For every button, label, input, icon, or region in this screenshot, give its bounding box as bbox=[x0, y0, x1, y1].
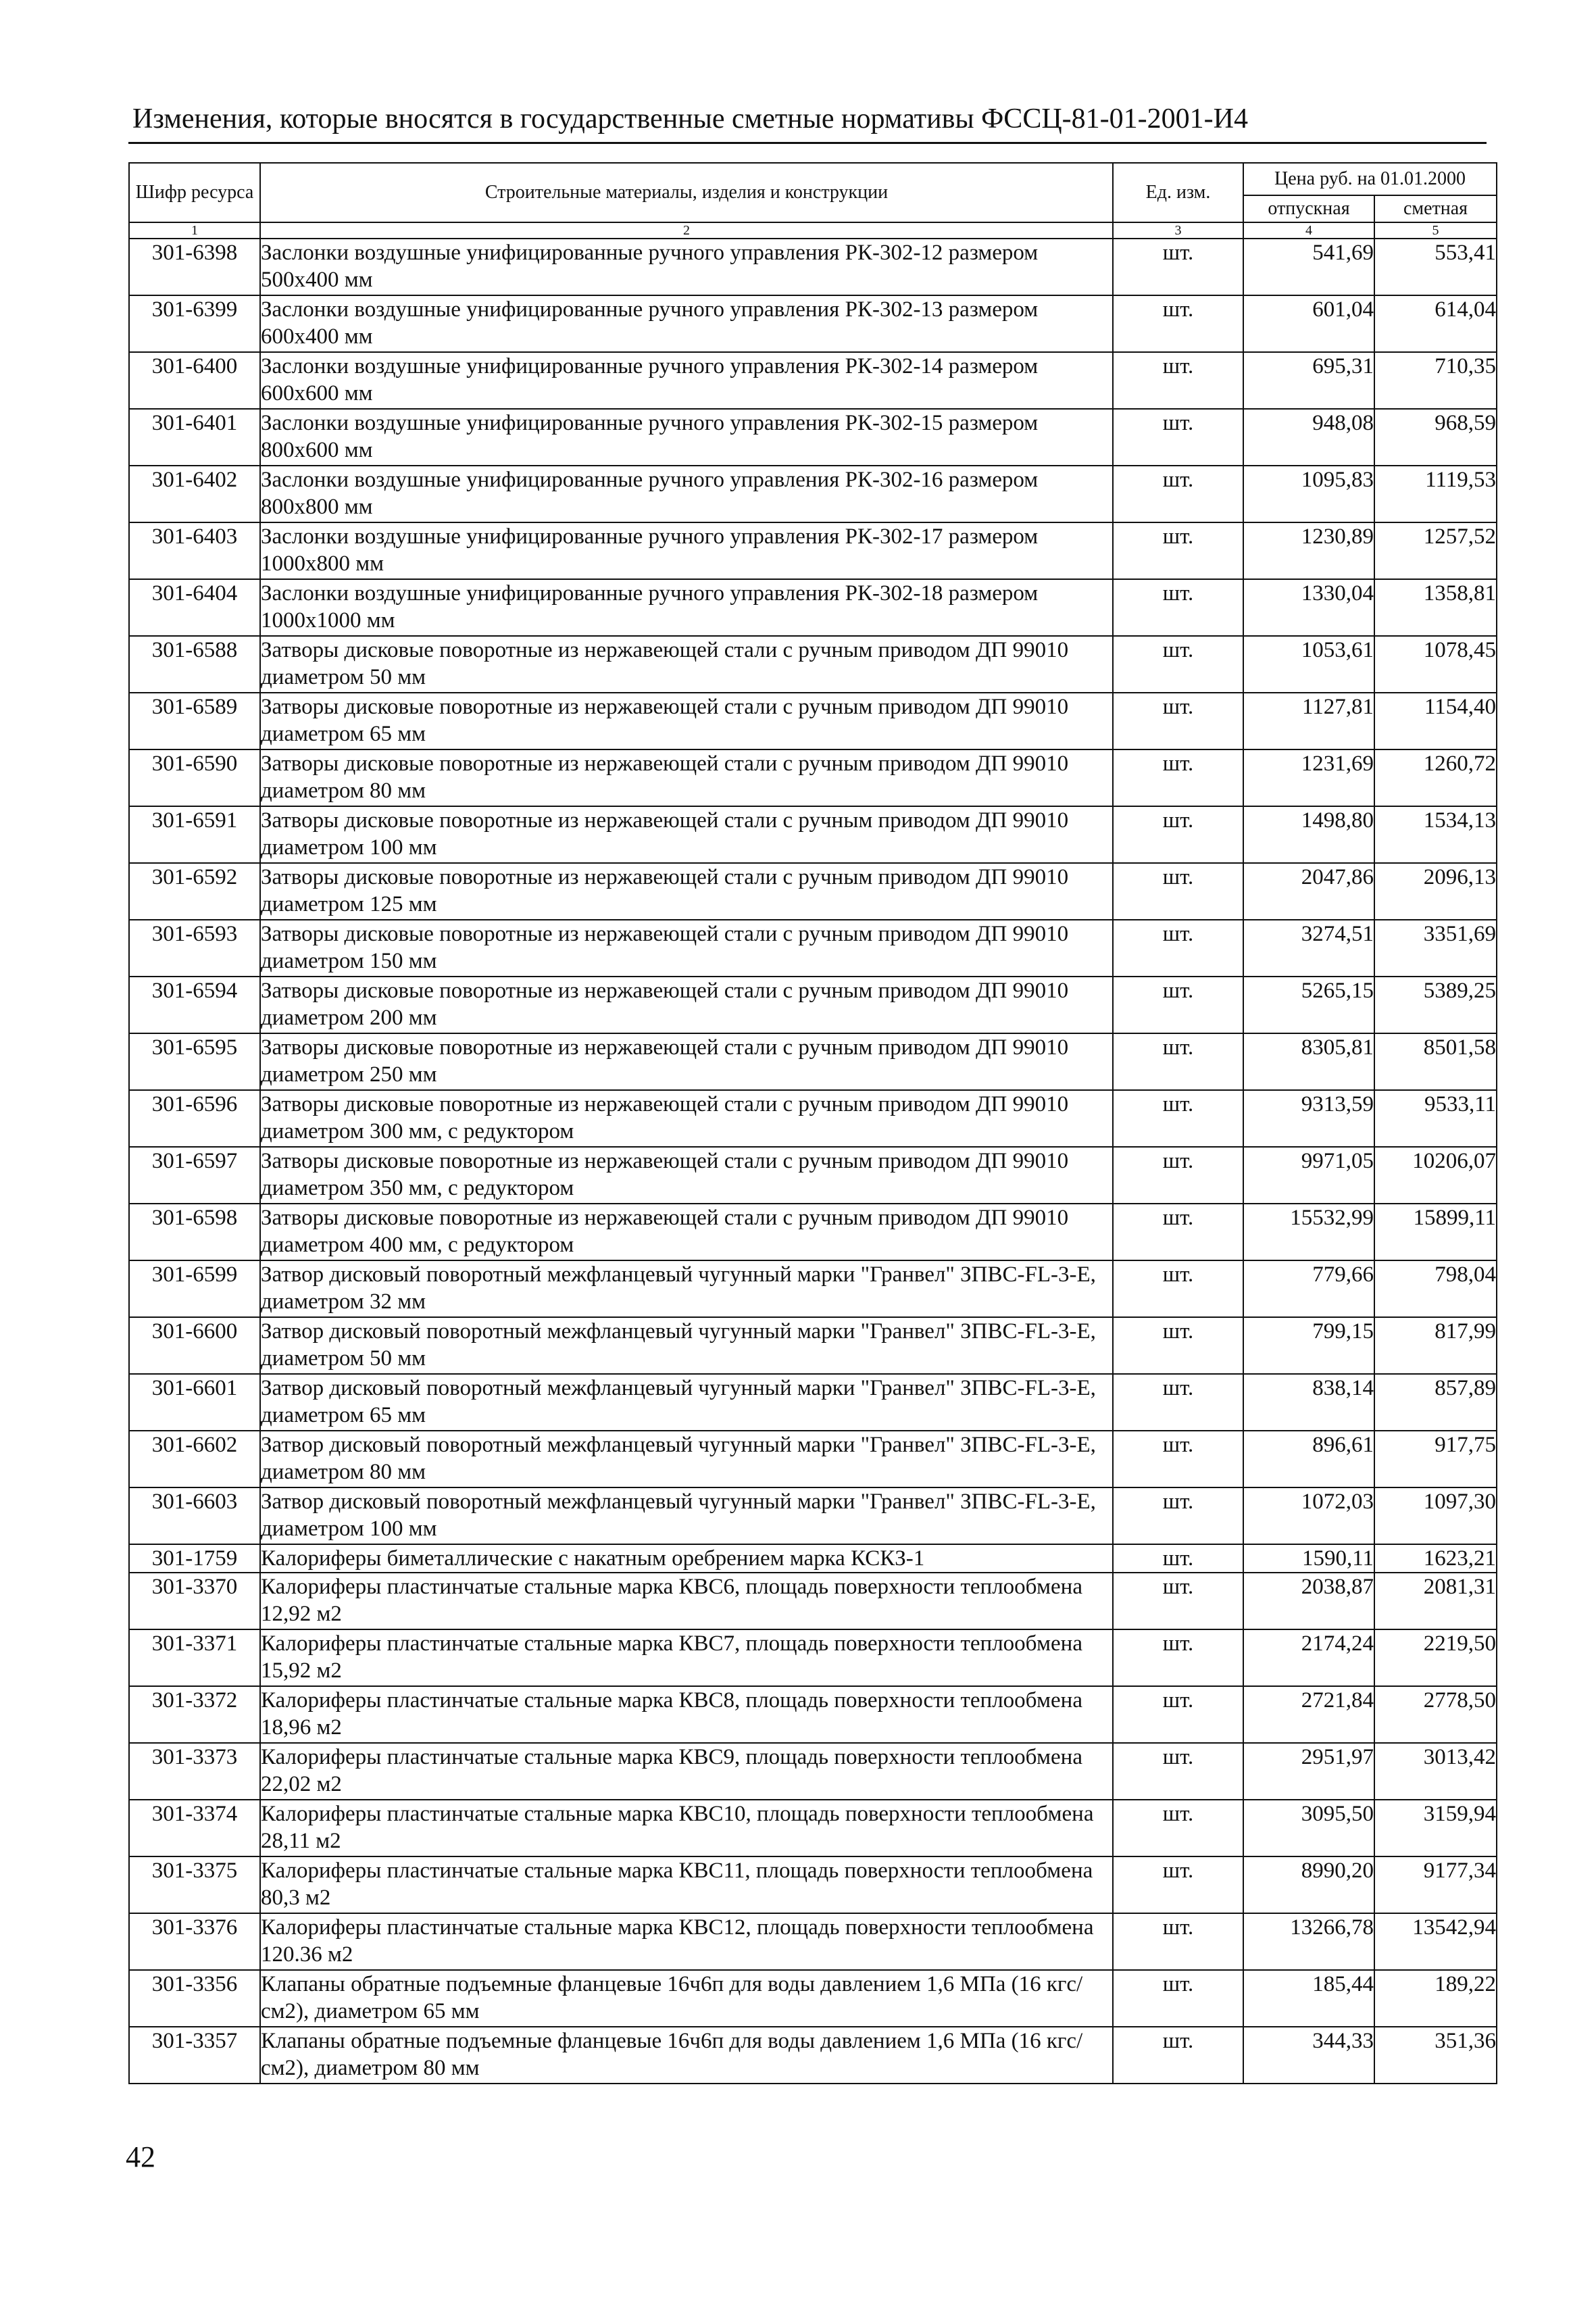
unit-cell: шт. bbox=[1113, 2027, 1243, 2084]
estimate-price: 2219,50 bbox=[1374, 1629, 1497, 1686]
release-price: 2721,84 bbox=[1243, 1686, 1374, 1743]
table-row bbox=[129, 409, 1497, 466]
table-row bbox=[129, 295, 1497, 352]
unit-cell: шт. bbox=[1113, 806, 1243, 863]
resource-code: 301-6595 bbox=[129, 1033, 260, 1090]
resources-table bbox=[128, 162, 1497, 2084]
resource-code: 301-6399 bbox=[129, 295, 260, 352]
column-number: 5 bbox=[1374, 222, 1497, 239]
resource-name: Затворы дисковые поворотные из нержавеющей стали с ручным приводом ДП 99010 диаметром 350 мм, с редуктором bbox=[260, 1147, 1113, 1204]
unit-cell: шт. bbox=[1113, 920, 1243, 977]
resource-code: 301-6598 bbox=[129, 1204, 260, 1260]
resource-name: Калориферы пластинчатые стальные марка КВС9, площадь поверхности теплообмена 22,02 м2 bbox=[260, 1743, 1113, 1800]
release-price: 1053,61 bbox=[1243, 636, 1374, 693]
unit-cell: шт. bbox=[1113, 977, 1243, 1033]
table-row bbox=[129, 693, 1497, 749]
unit-cell: шт. bbox=[1113, 693, 1243, 749]
unit-cell: шт. bbox=[1113, 1629, 1243, 1686]
unit-cell: шт. bbox=[1113, 1374, 1243, 1431]
unit-cell: шт. bbox=[1113, 1686, 1243, 1743]
unit-cell: шт. bbox=[1113, 295, 1243, 352]
estimate-price: 968,59 bbox=[1374, 409, 1497, 466]
resource-code: 301-6592 bbox=[129, 863, 260, 920]
table-row bbox=[129, 1090, 1497, 1147]
unit-cell: шт. bbox=[1113, 1204, 1243, 1260]
release-price: 601,04 bbox=[1243, 295, 1374, 352]
release-price: 1231,69 bbox=[1243, 749, 1374, 806]
estimate-price: 1154,40 bbox=[1374, 693, 1497, 749]
unit-cell: шт. bbox=[1113, 1544, 1243, 1573]
resource-name: Калориферы пластинчатые стальные марка КВС6, площадь поверхности теплообмена 12,92 м2 bbox=[260, 1573, 1113, 1629]
release-price: 13266,78 bbox=[1243, 1913, 1374, 1970]
resource-code: 301-6596 bbox=[129, 1090, 260, 1147]
resource-name: Затворы дисковые поворотные из нержавеющей стали с ручным приводом ДП 99010 диаметром 150 мм bbox=[260, 920, 1113, 977]
release-price: 948,08 bbox=[1243, 409, 1374, 466]
release-price: 2174,24 bbox=[1243, 1629, 1374, 1686]
estimate-price: 9533,11 bbox=[1374, 1090, 1497, 1147]
table-row bbox=[129, 2027, 1497, 2084]
resource-name: Калориферы биметаллические с накатным оребрением марка КСКЗ-1 bbox=[260, 1544, 1113, 1573]
unit-cell: шт. bbox=[1113, 1487, 1243, 1544]
estimate-price: 1257,52 bbox=[1374, 522, 1497, 579]
unit-cell: шт. bbox=[1113, 1317, 1243, 1374]
unit-cell: шт. bbox=[1113, 1147, 1243, 1204]
table-body bbox=[129, 239, 1497, 2084]
resource-name: Затворы дисковые поворотные из нержавеющей стали с ручным приводом ДП 99010 диаметром 250 мм bbox=[260, 1033, 1113, 1090]
resource-code: 301-6591 bbox=[129, 806, 260, 863]
resource-code: 301-6401 bbox=[129, 409, 260, 466]
release-price: 8990,20 bbox=[1243, 1856, 1374, 1913]
table-row bbox=[129, 579, 1497, 636]
estimate-price: 857,89 bbox=[1374, 1374, 1497, 1431]
unit-cell: шт. bbox=[1113, 1431, 1243, 1487]
estimate-price: 1097,30 bbox=[1374, 1487, 1497, 1544]
resource-code: 301-6602 bbox=[129, 1431, 260, 1487]
unit-cell: шт. bbox=[1113, 409, 1243, 466]
resource-name: Заслонки воздушные унифицированные ручного управления РК-302-14 размером 600х600 мм bbox=[260, 352, 1113, 409]
release-price: 185,44 bbox=[1243, 1970, 1374, 2027]
resource-code: 301-6600 bbox=[129, 1317, 260, 1374]
column-header-release-price: отпускная bbox=[1243, 195, 1374, 222]
table-row bbox=[129, 1743, 1497, 1800]
resource-name: Заслонки воздушные унифицированные ручного управления РК-302-17 размером 1000х800 мм bbox=[260, 522, 1113, 579]
estimate-price: 1623,21 bbox=[1374, 1544, 1497, 1573]
resource-code: 301-6590 bbox=[129, 749, 260, 806]
resource-code: 301-3375 bbox=[129, 1856, 260, 1913]
table-row bbox=[129, 1970, 1497, 2027]
unit-cell: шт. bbox=[1113, 1913, 1243, 1970]
table-row bbox=[129, 1573, 1497, 1629]
resource-name: Затворы дисковые поворотные из нержавеющей стали с ручным приводом ДП 99010 диаметром 80 мм bbox=[260, 749, 1113, 806]
resource-code: 301-6601 bbox=[129, 1374, 260, 1431]
unit-cell: шт. bbox=[1113, 863, 1243, 920]
resource-name: Затворы дисковые поворотные из нержавеющей стали с ручным приводом ДП 99010 диаметром 300 мм, с редуктором bbox=[260, 1090, 1113, 1147]
estimate-price: 3013,42 bbox=[1374, 1743, 1497, 1800]
table-row bbox=[129, 636, 1497, 693]
release-price: 3095,50 bbox=[1243, 1800, 1374, 1856]
column-header-unit: Ед. изм. bbox=[1113, 163, 1243, 222]
estimate-price: 1119,53 bbox=[1374, 466, 1497, 522]
release-price: 5265,15 bbox=[1243, 977, 1374, 1033]
release-price: 2047,86 bbox=[1243, 863, 1374, 920]
estimate-price: 189,22 bbox=[1374, 1970, 1497, 2027]
table-row bbox=[129, 749, 1497, 806]
unit-cell: шт. bbox=[1113, 749, 1243, 806]
column-header-name: Строительные материалы, изделия и конструкции bbox=[260, 163, 1113, 222]
resource-name: Затвор дисковый поворотный межфланцевый чугунный марки "Гранвел" ЗПВС-FL-3-Е, диаметром 80 мм bbox=[260, 1431, 1113, 1487]
unit-cell: шт. bbox=[1113, 239, 1243, 295]
estimate-price: 3351,69 bbox=[1374, 920, 1497, 977]
release-price: 2038,87 bbox=[1243, 1573, 1374, 1629]
table-row bbox=[129, 1374, 1497, 1431]
estimate-price: 2096,13 bbox=[1374, 863, 1497, 920]
resource-name: Затворы дисковые поворотные из нержавеющей стали с ручным приводом ДП 99010 диаметром 200 мм bbox=[260, 977, 1113, 1033]
resource-code: 301-6403 bbox=[129, 522, 260, 579]
estimate-price: 798,04 bbox=[1374, 1260, 1497, 1317]
release-price: 8305,81 bbox=[1243, 1033, 1374, 1090]
estimate-price: 5389,25 bbox=[1374, 977, 1497, 1033]
page-number: 42 bbox=[126, 2140, 155, 2173]
resource-code: 301-6400 bbox=[129, 352, 260, 409]
unit-cell: шт. bbox=[1113, 352, 1243, 409]
estimate-price: 9177,34 bbox=[1374, 1856, 1497, 1913]
estimate-price: 1358,81 bbox=[1374, 579, 1497, 636]
resource-name: Затвор дисковый поворотный межфланцевый чугунный марки "Гранвел" ЗПВС-FL-3-Е, диаметром 100 мм bbox=[260, 1487, 1113, 1544]
resource-name: Калориферы пластинчатые стальные марка КВС8, площадь поверхности теплообмена 18,96 м2 bbox=[260, 1686, 1113, 1743]
column-number: 1 bbox=[129, 222, 260, 239]
resource-code: 301-6593 bbox=[129, 920, 260, 977]
estimate-price: 13542,94 bbox=[1374, 1913, 1497, 1970]
estimate-price: 2778,50 bbox=[1374, 1686, 1497, 1743]
release-price: 9971,05 bbox=[1243, 1147, 1374, 1204]
resource-name: Заслонки воздушные унифицированные ручного управления РК-302-13 размером 600х400 мм bbox=[260, 295, 1113, 352]
release-price: 3274,51 bbox=[1243, 920, 1374, 977]
resource-name: Затворы дисковые поворотные из нержавеющей стали с ручным приводом ДП 99010 диаметром 400 мм, с редуктором bbox=[260, 1204, 1113, 1260]
unit-cell: шт. bbox=[1113, 579, 1243, 636]
unit-cell: шт. bbox=[1113, 1260, 1243, 1317]
table-row bbox=[129, 522, 1497, 579]
page-header: Изменения, которые вносятся в государственные сметные нормативы ФССЦ-81-01-2001-И4 bbox=[132, 103, 1248, 134]
resource-name: Затворы дисковые поворотные из нержавеющей стали с ручным приводом ДП 99010 диаметром 50 мм bbox=[260, 636, 1113, 693]
resource-code: 301-6402 bbox=[129, 466, 260, 522]
resource-code: 301-3372 bbox=[129, 1686, 260, 1743]
resource-name: Клапаны обратные подъемные фланцевые 16ч6п для воды давлением 1,6 МПа (16 кгс/см2), диаметром 65 мм bbox=[260, 1970, 1113, 2027]
resource-name: Калориферы пластинчатые стальные марка КВС11, площадь поверхности теплообмена 80,3 м2 bbox=[260, 1856, 1113, 1913]
unit-cell: шт. bbox=[1113, 1856, 1243, 1913]
estimate-price: 917,75 bbox=[1374, 1431, 1497, 1487]
unit-cell: шт. bbox=[1113, 1970, 1243, 2027]
release-price: 15532,99 bbox=[1243, 1204, 1374, 1260]
resource-code: 301-6603 bbox=[129, 1487, 260, 1544]
release-price: 695,31 bbox=[1243, 352, 1374, 409]
table-row bbox=[129, 1317, 1497, 1374]
resource-name: Затворы дисковые поворотные из нержавеющей стали с ручным приводом ДП 99010 диаметром 125 мм bbox=[260, 863, 1113, 920]
table-row bbox=[129, 352, 1497, 409]
resource-code: 301-3357 bbox=[129, 2027, 260, 2084]
column-number: 3 bbox=[1113, 222, 1243, 239]
resource-name: Затвор дисковый поворотный межфланцевый чугунный марки "Гранвел" ЗПВС-FL-3-Е, диаметром 32 мм bbox=[260, 1260, 1113, 1317]
resource-code: 301-3356 bbox=[129, 1970, 260, 2027]
release-price: 2951,97 bbox=[1243, 1743, 1374, 1800]
resource-code: 301-3371 bbox=[129, 1629, 260, 1686]
estimate-price: 817,99 bbox=[1374, 1317, 1497, 1374]
resource-code: 301-3373 bbox=[129, 1743, 260, 1800]
release-price: 344,33 bbox=[1243, 2027, 1374, 2084]
estimate-price: 553,41 bbox=[1374, 239, 1497, 295]
release-price: 1072,03 bbox=[1243, 1487, 1374, 1544]
resource-code: 301-3370 bbox=[129, 1573, 260, 1629]
table-row bbox=[129, 1544, 1497, 1573]
resource-name: Калориферы пластинчатые стальные марка КВС7, площадь поверхности теплообмена 15,92 м2 bbox=[260, 1629, 1113, 1686]
estimate-price: 614,04 bbox=[1374, 295, 1497, 352]
release-price: 1095,83 bbox=[1243, 466, 1374, 522]
release-price: 1590,11 bbox=[1243, 1544, 1374, 1573]
unit-cell: шт. bbox=[1113, 1090, 1243, 1147]
resource-name: Затвор дисковый поворотный межфланцевый чугунный марки "Гранвел" ЗПВС-FL-3-Е, диаметром 50 мм bbox=[260, 1317, 1113, 1374]
resource-code: 301-6589 bbox=[129, 693, 260, 749]
table-row bbox=[129, 1913, 1497, 1970]
table-row bbox=[129, 1487, 1497, 1544]
resource-name: Клапаны обратные подъемные фланцевые 16ч6п для воды давлением 1,6 МПа (16 кгс/см2), диаметром 80 мм bbox=[260, 2027, 1113, 2084]
table-row bbox=[129, 1204, 1497, 1260]
resource-name: Затвор дисковый поворотный межфланцевый чугунный марки "Гранвел" ЗПВС-FL-3-Е, диаметром 65 мм bbox=[260, 1374, 1113, 1431]
resource-code: 301-6594 bbox=[129, 977, 260, 1033]
table-row bbox=[129, 239, 1497, 295]
table-row bbox=[129, 1856, 1497, 1913]
resource-name: Заслонки воздушные унифицированные ручного управления РК-302-15 размером 800х600 мм bbox=[260, 409, 1113, 466]
estimate-price: 1078,45 bbox=[1374, 636, 1497, 693]
table-row bbox=[129, 806, 1497, 863]
release-price: 779,66 bbox=[1243, 1260, 1374, 1317]
table-row bbox=[129, 1260, 1497, 1317]
unit-cell: шт. bbox=[1113, 522, 1243, 579]
column-number: 4 bbox=[1243, 222, 1374, 239]
resource-code: 301-6599 bbox=[129, 1260, 260, 1317]
unit-cell: шт. bbox=[1113, 1743, 1243, 1800]
table-row bbox=[129, 1800, 1497, 1856]
resource-code: 301-6588 bbox=[129, 636, 260, 693]
release-price: 541,69 bbox=[1243, 239, 1374, 295]
column-number: 2 bbox=[260, 222, 1113, 239]
column-header-estimate-price: сметная bbox=[1374, 195, 1497, 222]
estimate-price: 351,36 bbox=[1374, 2027, 1497, 2084]
estimate-price: 10206,07 bbox=[1374, 1147, 1497, 1204]
unit-cell: шт. bbox=[1113, 466, 1243, 522]
table-row bbox=[129, 977, 1497, 1033]
estimate-price: 8501,58 bbox=[1374, 1033, 1497, 1090]
release-price: 1498,80 bbox=[1243, 806, 1374, 863]
release-price: 1330,04 bbox=[1243, 579, 1374, 636]
table-row bbox=[129, 1629, 1497, 1686]
estimate-price: 3159,94 bbox=[1374, 1800, 1497, 1856]
release-price: 896,61 bbox=[1243, 1431, 1374, 1487]
release-price: 838,14 bbox=[1243, 1374, 1374, 1431]
column-header-code: Шифр ресурса bbox=[129, 163, 260, 222]
resource-code: 301-3376 bbox=[129, 1913, 260, 1970]
table-row bbox=[129, 920, 1497, 977]
resource-code: 301-6597 bbox=[129, 1147, 260, 1204]
estimate-price: 1534,13 bbox=[1374, 806, 1497, 863]
header-divider bbox=[128, 142, 1487, 144]
resource-name: Затворы дисковые поворотные из нержавеющей стали с ручным приводом ДП 99010 диаметром 65 мм bbox=[260, 693, 1113, 749]
resource-code: 301-6398 bbox=[129, 239, 260, 295]
table-row bbox=[129, 1431, 1497, 1487]
estimate-price: 2081,31 bbox=[1374, 1573, 1497, 1629]
resource-code: 301-1759 bbox=[129, 1544, 260, 1573]
release-price: 1230,89 bbox=[1243, 522, 1374, 579]
release-price: 1127,81 bbox=[1243, 693, 1374, 749]
estimate-price: 15899,11 bbox=[1374, 1204, 1497, 1260]
resource-name: Заслонки воздушные унифицированные ручного управления РК-302-12 размером 500х400 мм bbox=[260, 239, 1113, 295]
estimate-price: 1260,72 bbox=[1374, 749, 1497, 806]
unit-cell: шт. bbox=[1113, 1033, 1243, 1090]
column-header-price: Цена руб. на 01.01.2000 bbox=[1243, 163, 1497, 195]
release-price: 9313,59 bbox=[1243, 1090, 1374, 1147]
table-row bbox=[129, 1686, 1497, 1743]
unit-cell: шт. bbox=[1113, 636, 1243, 693]
resource-code: 301-6404 bbox=[129, 579, 260, 636]
resource-code: 301-3374 bbox=[129, 1800, 260, 1856]
resource-name: Заслонки воздушные унифицированные ручного управления РК-302-18 размером 1000х1000 мм bbox=[260, 579, 1113, 636]
unit-cell: шт. bbox=[1113, 1573, 1243, 1629]
resource-name: Калориферы пластинчатые стальные марка КВС10, площадь поверхности теплообмена 28,11 м2 bbox=[260, 1800, 1113, 1856]
table-row bbox=[129, 863, 1497, 920]
resource-name: Калориферы пластинчатые стальные марка КВС12, площадь поверхности теплообмена 120.36 м2 bbox=[260, 1913, 1113, 1970]
resource-name: Затворы дисковые поворотные из нержавеющей стали с ручным приводом ДП 99010 диаметром 100 мм bbox=[260, 806, 1113, 863]
estimate-price: 710,35 bbox=[1374, 352, 1497, 409]
release-price: 799,15 bbox=[1243, 1317, 1374, 1374]
table-row bbox=[129, 466, 1497, 522]
table-row bbox=[129, 1033, 1497, 1090]
resource-name: Заслонки воздушные унифицированные ручного управления РК-302-16 размером 800х800 мм bbox=[260, 466, 1113, 522]
unit-cell: шт. bbox=[1113, 1800, 1243, 1856]
table-row bbox=[129, 1147, 1497, 1204]
